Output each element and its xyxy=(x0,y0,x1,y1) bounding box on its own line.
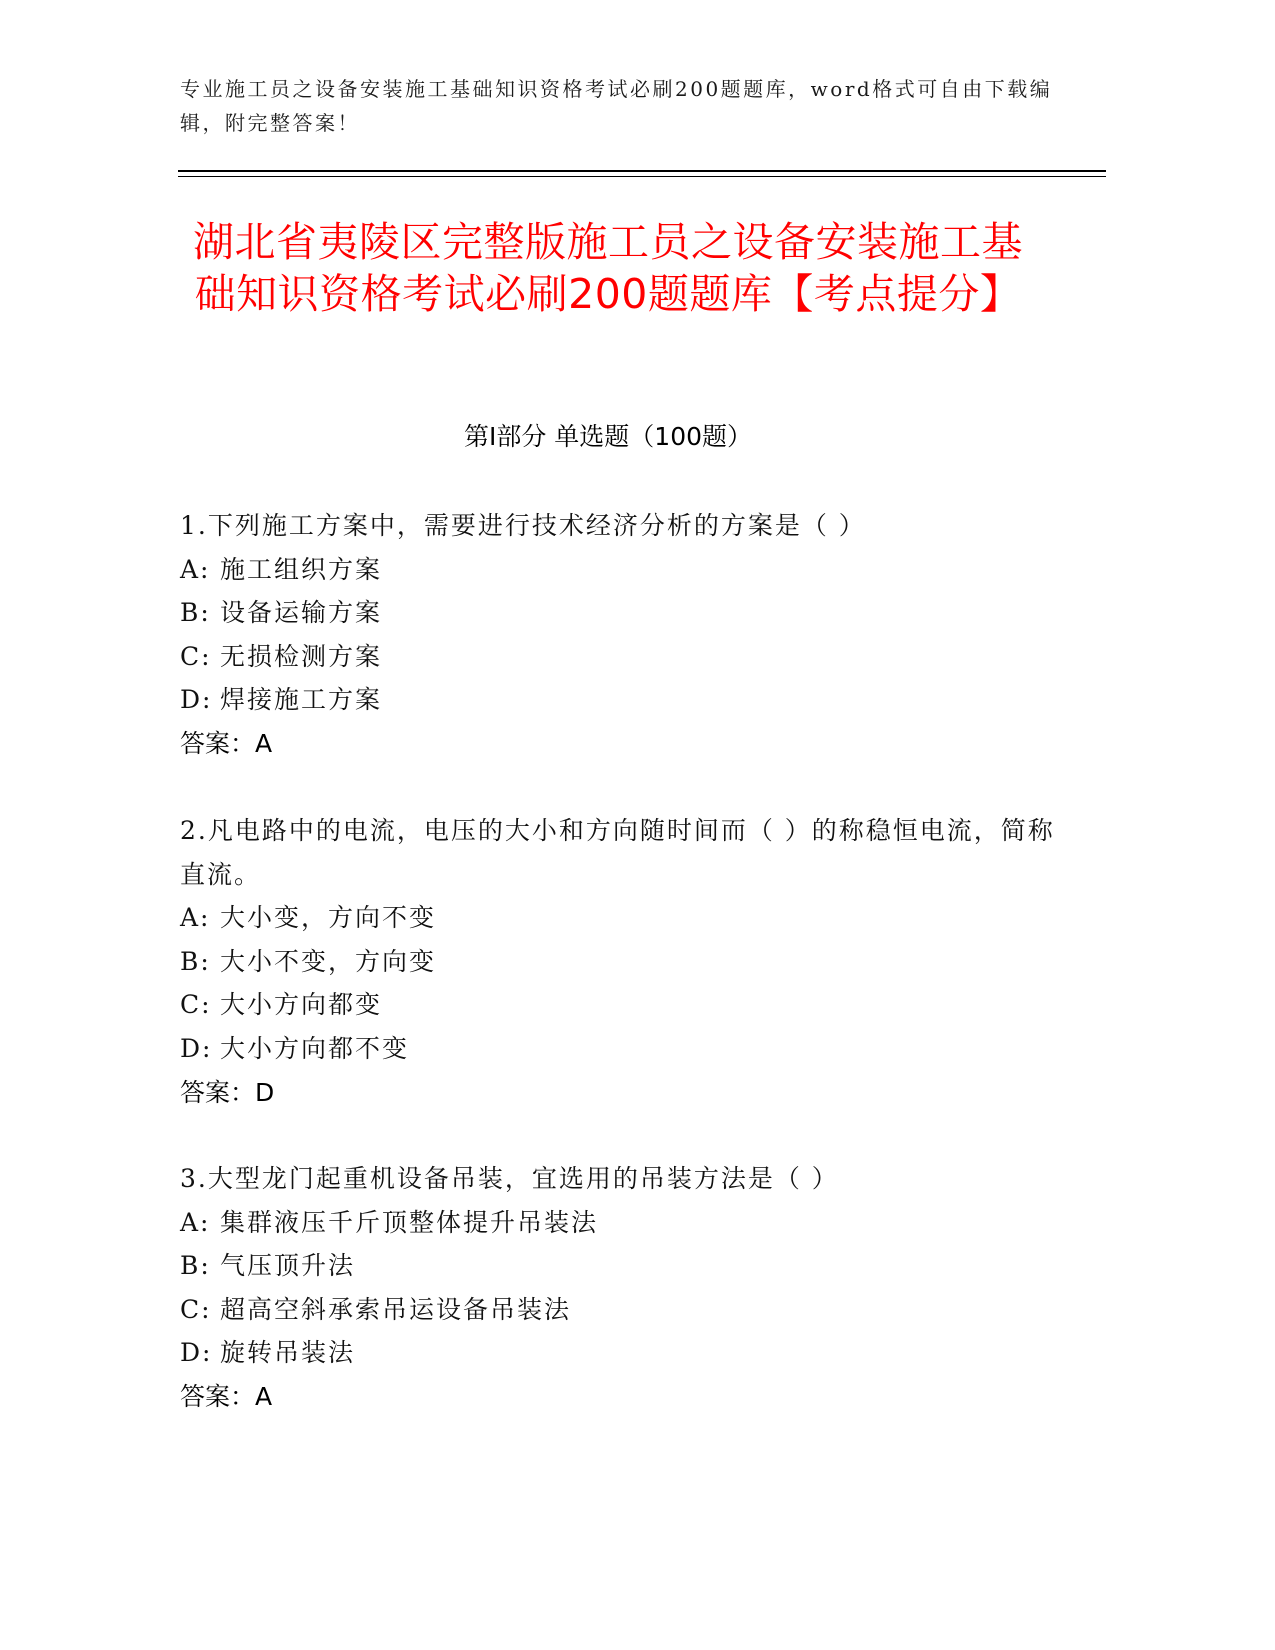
question-stem: 2.凡电路中的电流，电压的大小和方向随时间而（ ）的称稳恒电流，简称直流。 xyxy=(180,816,1055,889)
option-a xyxy=(180,896,1060,940)
option-letter: B: xyxy=(180,598,211,628)
option-letter: A: xyxy=(180,1207,211,1237)
question-1 xyxy=(180,504,1060,766)
option-text: 施工组织方案 xyxy=(220,554,383,584)
option-letter: B: xyxy=(180,1251,211,1281)
answer-line: 答案：D xyxy=(180,1077,275,1107)
option-b xyxy=(180,591,1060,635)
option-text: 大小不变，方向变 xyxy=(220,946,437,976)
option-letter: D: xyxy=(180,1033,213,1063)
answer-line: 答案：A xyxy=(180,1381,273,1411)
option-letter: B: xyxy=(180,946,211,976)
question-2 xyxy=(180,809,1060,1114)
option-letter: A: xyxy=(180,903,211,933)
document-title: 湖北省夷陵区完整版施工员之设备安装施工基础知识资格考试必刷200题题库【考点提分】 xyxy=(193,218,1023,318)
option-a xyxy=(180,1201,1060,1245)
option-c xyxy=(180,635,1060,679)
option-c xyxy=(180,983,1060,1027)
option-text: 旋转吊装法 xyxy=(220,1338,356,1368)
question-3 xyxy=(180,1157,1060,1419)
option-letter: C: xyxy=(180,990,212,1020)
option-a xyxy=(180,548,1060,592)
option-letter: C: xyxy=(180,641,212,671)
answer-line: 答案：A xyxy=(180,728,273,758)
option-letter: D: xyxy=(180,1338,213,1368)
option-c xyxy=(180,1288,1060,1332)
option-text: 大小变，方向不变 xyxy=(220,903,437,933)
header-divider-thin xyxy=(178,176,1106,177)
option-text: 焊接施工方案 xyxy=(220,685,383,715)
option-d xyxy=(180,678,1060,722)
option-text: 集群液压千斤顶整体提升吊装法 xyxy=(220,1207,599,1237)
option-text: 大小方向都不变 xyxy=(220,1033,410,1063)
option-d xyxy=(180,1027,1060,1071)
question-stem: 3.大型龙门起重机设备吊装，宜选用的吊装方法是（ ） xyxy=(180,1164,839,1193)
option-text: 设备运输方案 xyxy=(220,598,383,628)
option-text: 无损检测方案 xyxy=(220,641,383,671)
option-b xyxy=(180,940,1060,984)
option-text: 气压顶升法 xyxy=(220,1251,356,1281)
question-stem: 1.下列施工方案中，需要进行技术经济分析的方案是（ ） xyxy=(180,511,866,540)
option-b xyxy=(180,1244,1060,1288)
section-heading: 第Ⅰ部分 单选题（100题） xyxy=(463,422,753,451)
header-divider-thick xyxy=(178,170,1106,172)
option-letter: C: xyxy=(180,1294,212,1324)
header-note: 专业施工员之设备安装施工基础知识资格考试必刷200题题库，word格式可自由下载编辑，附完整答案！ xyxy=(180,77,1053,135)
option-d xyxy=(180,1331,1060,1375)
option-letter: D: xyxy=(180,685,213,715)
option-text: 超高空斜承索吊运设备吊装法 xyxy=(220,1294,572,1324)
option-letter: A: xyxy=(180,554,211,584)
option-text: 大小方向都变 xyxy=(220,990,383,1020)
